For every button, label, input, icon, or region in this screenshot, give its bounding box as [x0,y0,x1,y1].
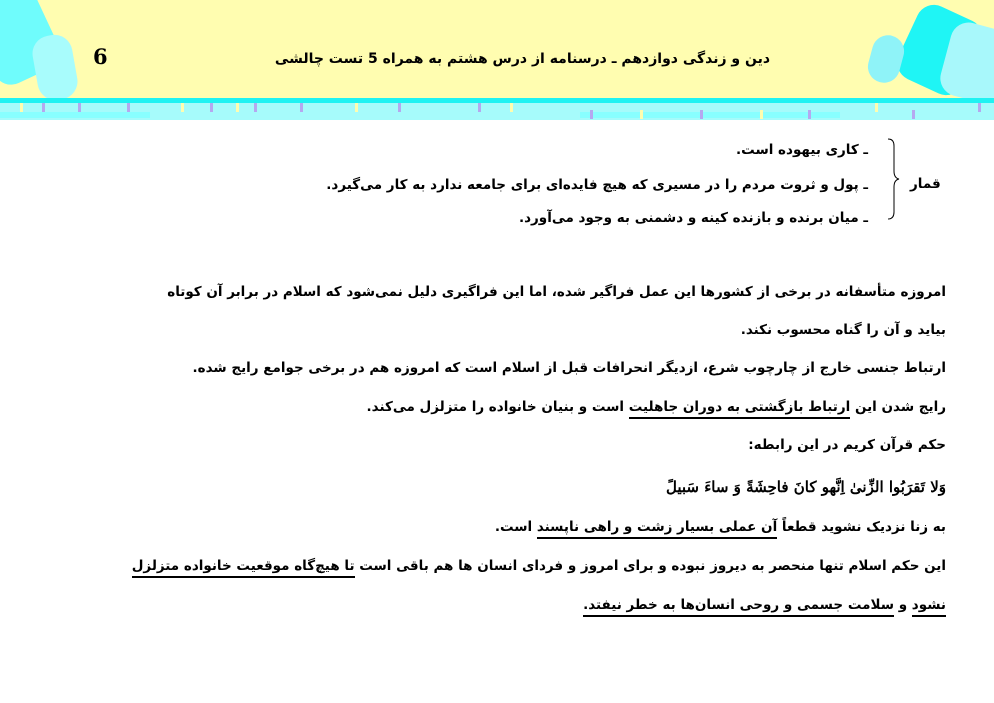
underlined-text: تا هیچ‌گاه موقعیت خانواده متزلزل [132,558,355,578]
text: به زنا نزدیک نشوید قطعاً [777,519,946,535]
text: رایج شدن این [850,399,946,415]
text: این حکم اسلام تنها منحصر به دیروز نبوده و برای امروز و فردای انسان ها هم باقی است [354,558,946,574]
text: است. [494,519,537,535]
gambling-item: ـ میان برنده و بازنده کینه و دشمنی به وجود می‌آورد. [518,210,868,226]
paragraph [367,399,946,415]
decorative-shape [30,32,81,98]
paragraph: حکم قرآن کریم در این رابطه: [748,437,946,453]
header-stripes [0,98,994,120]
underlined-text: نشود [912,597,946,617]
decorative-shape [864,32,907,87]
underlined-text: آن عملی بسیار زشت و راهی ناپسند [537,519,777,539]
quran-verse: وَلا تَقرَبُوا الزِّنیٰ اِنَّهو کانَ فاحِشَةً وَ ساءَ سَبیلً [666,478,946,496]
gambling-item: ـ پول و ثروت مردم را در مسیری که هیچ فایده‌ای برای جامعه ندارد به کار می‌گیرد. [326,177,868,193]
gambling-label: قمار [910,176,941,192]
underlined-text: ارتباط بازگشتی به دوران جاهلیت [629,399,851,419]
paragraph: امروزه متأسفانه در برخی از کشورها این عمل فراگیر شده، اما این فراگیری دلیل نمی‌شود که اسلام در برابر آن کوتاه [167,284,946,300]
paragraph [495,519,946,535]
paragraph [132,558,946,574]
paragraph: بیاید و آن را گناه محسوب نکند. [740,322,946,338]
text: و [894,597,912,613]
page-number: 6 [93,44,108,69]
underlined-text: سلامت جسمی و روحی انسان‌ها به خطر نیفتد. [583,597,894,617]
page-header [0,0,994,98]
page-title: دین و زندگی دوازدهم ـ درسنامه از درس هشتم به همراه 5 تست چالشی [274,51,771,67]
brace-icon [886,138,900,220]
text: است و بنیان خانواده را متزلزل می‌کند. [366,399,629,415]
paragraph [583,597,946,613]
paragraph: ارتباط جنسی خارج از چارچوب شرع، ازدیگر انحرافات قبل از اسلام است که امروزه هم در برخی جوامع رایج شده. [192,360,946,376]
gambling-item: ـ کاری بیهوده است. [736,142,868,158]
